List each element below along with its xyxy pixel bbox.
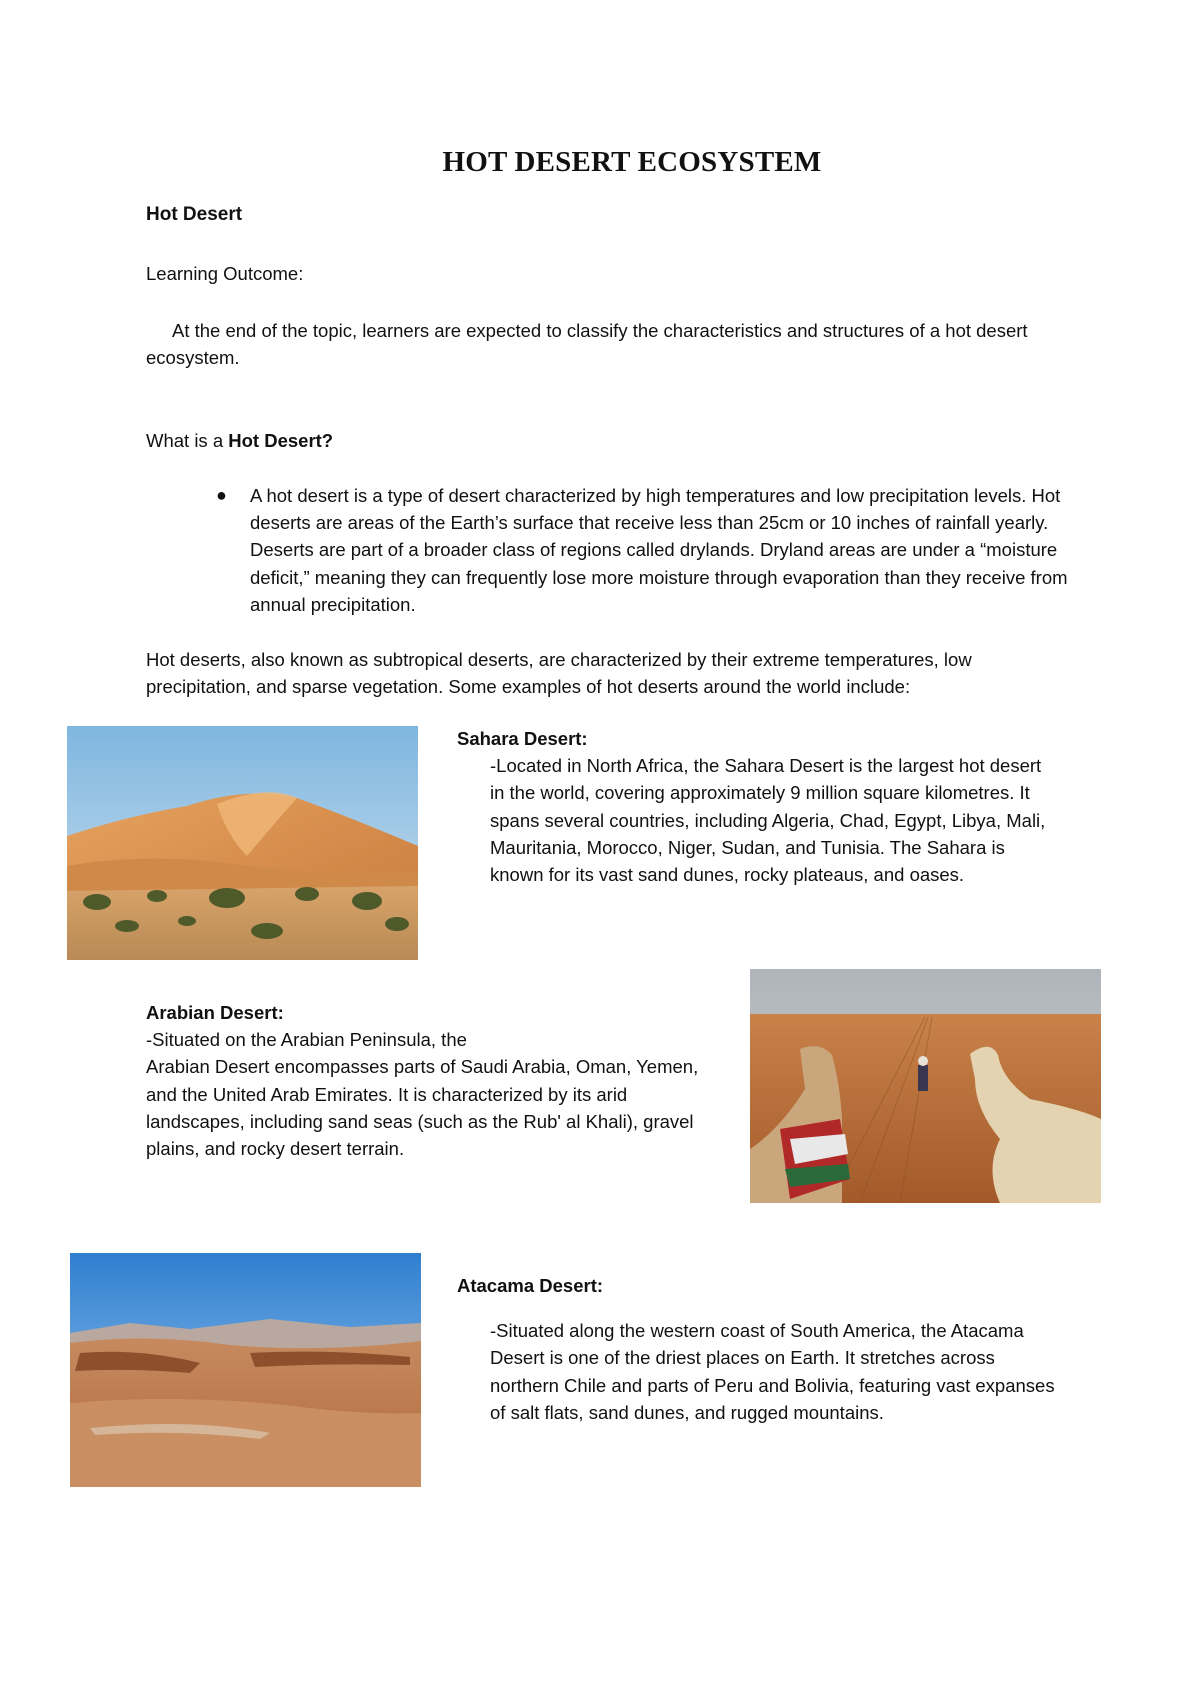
- arabian-body-line: -Situated on the Arabian Peninsula, the: [146, 1029, 467, 1051]
- sahara-photo: [67, 726, 418, 960]
- atacama-section: [457, 1272, 1057, 1426]
- arabian-heading: Arabian Desert:: [146, 1002, 284, 1023]
- learning-outcome-text: At the end of the topic, learners are expected to classify the characteristics and structures of a hot desert ecosystem.: [146, 320, 1028, 369]
- atacama-heading: Atacama Desert:: [457, 1275, 604, 1296]
- question-heading: [146, 427, 333, 454]
- document-title: HOT DESERT ECOSYSTEM: [442, 146, 822, 178]
- bullet-text: A hot desert is a type of desert characterized by high temperatures and low precipitation levels. Hot deserts are areas of the Earth’s surface that receive less than 25cm or 10 inches of rainfall yearly. Deserts are part of a broader class of regions called drylands. Dryland areas are under a “moisture deficit,” meaning they can frequently lose more moisture through evaporation than they receive from annual precipitation.: [250, 485, 1068, 615]
- list-item: [146, 482, 1076, 618]
- atacama-photo: [70, 1253, 421, 1487]
- sahara-heading: Sahara Desert:: [457, 728, 588, 749]
- arabian-body: Arabian Desert encompasses parts of Saudi Arabia, Oman, Yemen, and the United Arab Emirates. It is characterized by its arid landscapes, including sand seas (such as the Rub' al Khali), gravel plains, and rocky desert terrain.: [146, 1056, 699, 1160]
- question-prefix: What is a: [146, 430, 229, 451]
- bullet-icon: ●: [216, 485, 227, 505]
- sahara-body: -Located in North Africa, the Sahara Desert is the largest hot desert in the world, covering approximately 9 million square kilometres. It spans several countries, including Algeria, Chad, Egypt, Libya, Mali, Mauritania, Morocco, Niger, Sudan, and Tunisia. The Sahara is known for its vast sand dunes, rocky plateaus, and oases.: [490, 755, 1046, 886]
- sahara-section: [457, 725, 1057, 888]
- atacama-body: -Situated along the western coast of South America, the Atacama Desert is one of the driest places on Earth. It stretches across northern Chile and parts of Peru and Bolivia, featuring vast expanses of salt flats, sand dunes, and rugged mountains.: [490, 1320, 1055, 1423]
- intro-paragraph: Hot deserts, also known as subtropical deserts, are characterized by their extreme temperatures, low precipitation, and sparse vegetation. Some examples of hot deserts around the world include:: [146, 649, 972, 698]
- arabian-photo: [750, 969, 1101, 1203]
- section-heading: Hot Desert: [146, 204, 243, 225]
- learning-outcome-paragraph: [146, 317, 1076, 371]
- question-bold: Hot Desert?: [228, 430, 334, 451]
- arabian-section: [146, 999, 706, 1162]
- definition-list: [146, 482, 1076, 618]
- learning-outcome-label: Learning Outcome:: [146, 263, 304, 284]
